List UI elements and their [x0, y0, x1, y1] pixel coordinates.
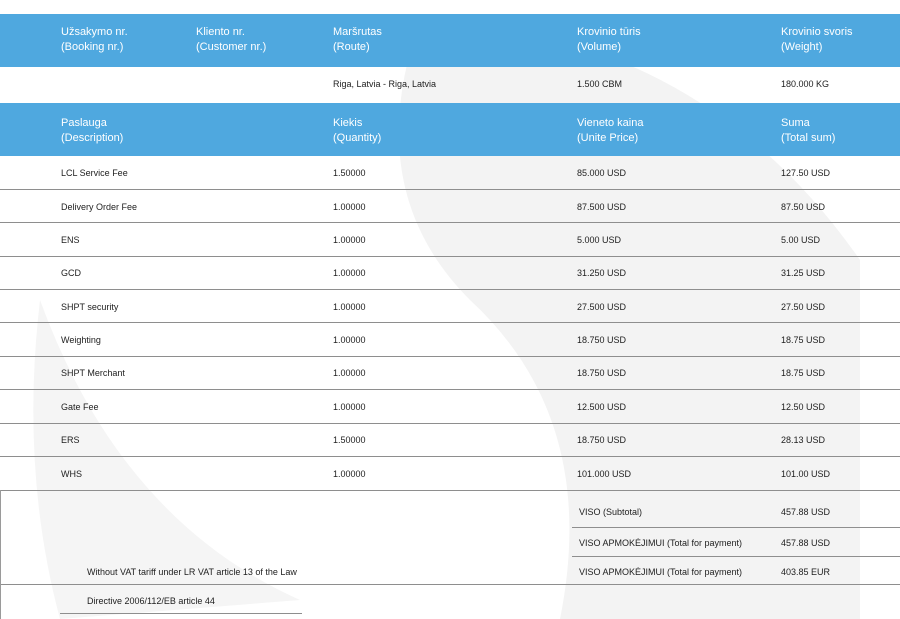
- total-payment-usd-value: 457.88 USD: [781, 538, 831, 548]
- row-divider: [0, 189, 900, 190]
- unit-price-header: Vieneto kaina (Unite Price): [577, 117, 644, 144]
- volume-header: Krovinio tūris (Volume): [577, 26, 641, 53]
- weight-value: 180.000 KG: [781, 79, 830, 89]
- service-total: 31.25 USD: [781, 268, 826, 278]
- service-total: 27.50 USD: [781, 302, 826, 312]
- description-header: Paslauga (Description): [61, 117, 124, 144]
- service-total: 18.75 USD: [781, 335, 826, 345]
- service-description: Weighting: [61, 335, 101, 345]
- service-unit-price: 101.000 USD: [577, 469, 632, 479]
- quantity-header: Kiekis (Quantity): [333, 117, 382, 144]
- directive-underline: [60, 613, 302, 614]
- service-quantity: 1.50000: [333, 168, 366, 178]
- service-unit-price: 5.000 USD: [577, 235, 622, 245]
- row-divider: [0, 490, 900, 491]
- route-header: Maršrutas (Route): [333, 26, 382, 53]
- totals-divider: [572, 556, 900, 557]
- service-description: WHS: [61, 469, 82, 479]
- weight-header: Krovinio svoris (Weight): [781, 26, 853, 53]
- total-sum-header: Suma (Total sum): [781, 117, 836, 144]
- subtotal-label: VISO (Subtotal): [579, 507, 643, 517]
- service-total: 101.00 USD: [781, 469, 831, 479]
- customer-header: Kliento nr. (Customer nr.): [196, 26, 267, 53]
- service-total: 18.75 USD: [781, 368, 826, 378]
- service-quantity: 1.00000: [333, 368, 366, 378]
- notes-divider: [0, 584, 900, 585]
- service-unit-price: 87.500 USD: [577, 202, 627, 212]
- subtotal-value: 457.88 USD: [781, 507, 831, 517]
- directive-note: Directive 2006/112/EB article 44: [87, 596, 215, 606]
- service-quantity: 1.00000: [333, 202, 366, 212]
- service-quantity: 1.00000: [333, 335, 366, 345]
- service-description: GCD: [61, 268, 81, 278]
- row-divider: [0, 256, 900, 257]
- service-description: SHPT security: [61, 302, 119, 312]
- service-total: 28.13 USD: [781, 435, 826, 445]
- service-total: 87.50 USD: [781, 202, 826, 212]
- service-quantity: 1.00000: [333, 302, 366, 312]
- service-description: Delivery Order Fee: [61, 202, 138, 212]
- row-divider: [0, 322, 900, 323]
- left-border: [0, 490, 1, 619]
- service-quantity: 1.00000: [333, 469, 366, 479]
- services-header: [0, 103, 900, 156]
- service-unit-price: 27.500 USD: [577, 302, 627, 312]
- total-payment-eur-label: VISO APMOKĖJIMUI (Total for payment): [579, 567, 743, 577]
- service-total: 127.50 USD: [781, 168, 831, 178]
- service-total: 12.50 USD: [781, 402, 826, 412]
- service-description: LCL Service Fee: [61, 168, 128, 178]
- service-description: Gate Fee: [61, 402, 99, 412]
- service-unit-price: 31.250 USD: [577, 268, 627, 278]
- service-quantity: 1.50000: [333, 435, 366, 445]
- service-quantity: 1.00000: [333, 235, 366, 245]
- vat-note: Without VAT tariff under LR VAT article 13 of the Law: [87, 567, 297, 577]
- service-total: 5.00 USD: [781, 235, 821, 245]
- service-unit-price: 18.750 USD: [577, 335, 627, 345]
- service-unit-price: 18.750 USD: [577, 368, 627, 378]
- total-payment-usd-label: VISO APMOKĖJIMUI (Total for payment): [579, 538, 743, 548]
- service-description: ERS: [61, 435, 80, 445]
- route-value: Riga, Latvia - Riga, Latvia: [333, 79, 437, 89]
- service-description: ENS: [61, 235, 80, 245]
- row-divider: [0, 289, 900, 290]
- service-unit-price: 12.500 USD: [577, 402, 627, 412]
- shipment-header: [0, 14, 900, 67]
- volume-value: 1.500 CBM: [577, 79, 623, 89]
- booking-header: Užsakymo nr. (Booking nr.): [61, 26, 128, 53]
- service-quantity: 1.00000: [333, 402, 366, 412]
- row-divider: [0, 423, 900, 424]
- total-payment-eur-value: 403.85 EUR: [781, 567, 831, 577]
- service-quantity: 1.00000: [333, 268, 366, 278]
- service-unit-price: 18.750 USD: [577, 435, 627, 445]
- service-description: SHPT Merchant: [61, 368, 125, 378]
- row-divider: [0, 356, 900, 357]
- service-unit-price: 85.000 USD: [577, 168, 627, 178]
- row-divider: [0, 222, 900, 223]
- row-divider: [0, 456, 900, 457]
- totals-divider: [572, 527, 900, 528]
- row-divider: [0, 389, 900, 390]
